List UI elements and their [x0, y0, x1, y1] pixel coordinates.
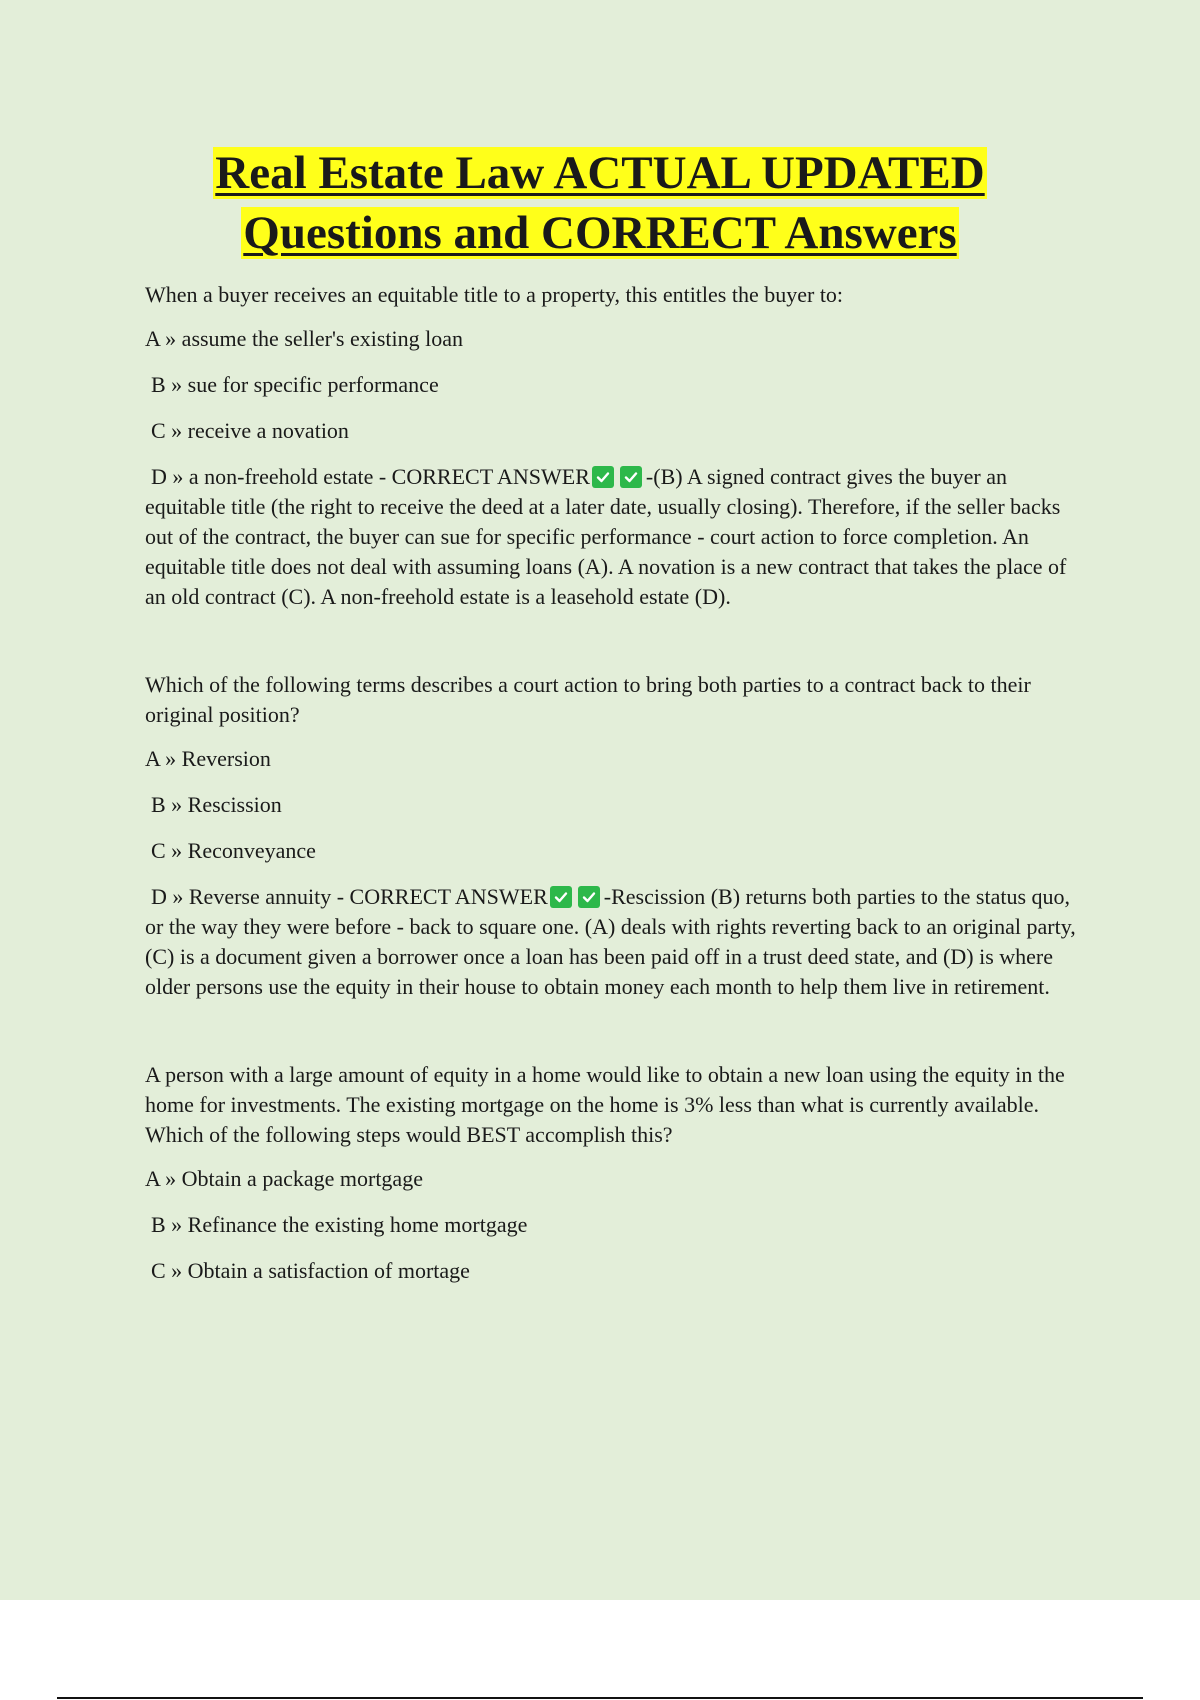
check-mark-icon: [620, 466, 642, 488]
answer-explanation: -(B) A signed contract gives the buyer an equitable title (the right to receive the deed at a later date, usually closing). Therefore, if the seller backs out of the contract, the buyer can sue for specific performance - court action to force completion. An equitable title does not deal with assuming loans (A). A novation is a new contract that takes the place of an old contract (C). A non-freehold estate is a leasehold estate (D).: [145, 464, 1067, 609]
title-line-1: Real Estate Law ACTUAL UPDATED: [215, 147, 985, 199]
question-block-1: [145, 280, 1085, 612]
answer-explanation: -Rescission (B) returns both parties to the status quo, or the way they were before - back to square one. (A) deals with rights reverting back to an original party, (C) is a document given a borrower once a loan has been paid off in a trust deed state, and (D) is where older persons use the equity in their house to obtain money each month to help them live in retirement.: [145, 884, 1076, 999]
question-block-3: [145, 1060, 1085, 1286]
option-b: B » Rescission: [151, 792, 282, 817]
footer-divider: [57, 1697, 1143, 1699]
question-text: A person with a large amount of equity in a home would like to obtain a new loan using the equity in the home for investments. The existing mortgage on the home is 3% less than what is currently available. Which of the following steps would BEST accomplish this?: [145, 1062, 1065, 1147]
question-text: Which of the following terms describes a court action to bring both parties to a contract back to their original position?: [145, 672, 1031, 727]
option-c: C » Reconveyance: [151, 838, 316, 863]
option-b: B » sue for specific performance: [151, 372, 439, 397]
answer-paragraph: [145, 882, 1085, 1002]
qa-content: [145, 280, 1085, 1302]
option-c: C » receive a novation: [151, 418, 349, 443]
title-line-2: Questions and CORRECT Answers: [243, 207, 957, 259]
option-c: C » Obtain a satisfaction of mortage: [151, 1258, 470, 1283]
check-mark-icon: [578, 886, 600, 908]
option-a: A » assume the seller's existing loan: [145, 326, 464, 351]
question-block-2: [145, 670, 1085, 1002]
option-b: B » Refinance the existing home mortgage: [151, 1212, 528, 1237]
option-d: D » a non-freehold estate - CORRECT ANSWER: [151, 464, 590, 489]
check-mark-icon: [550, 886, 572, 908]
option-d: D » Reverse annuity - CORRECT ANSWER: [151, 884, 548, 909]
option-a: A » Reversion: [145, 746, 271, 771]
option-a: A » Obtain a package mortgage: [145, 1166, 423, 1191]
answer-paragraph: [145, 462, 1085, 612]
check-mark-icon: [592, 466, 614, 488]
document-title: [0, 143, 1200, 263]
question-text: When a buyer receives an equitable title to a property, this entitles the buyer to:: [145, 282, 844, 307]
